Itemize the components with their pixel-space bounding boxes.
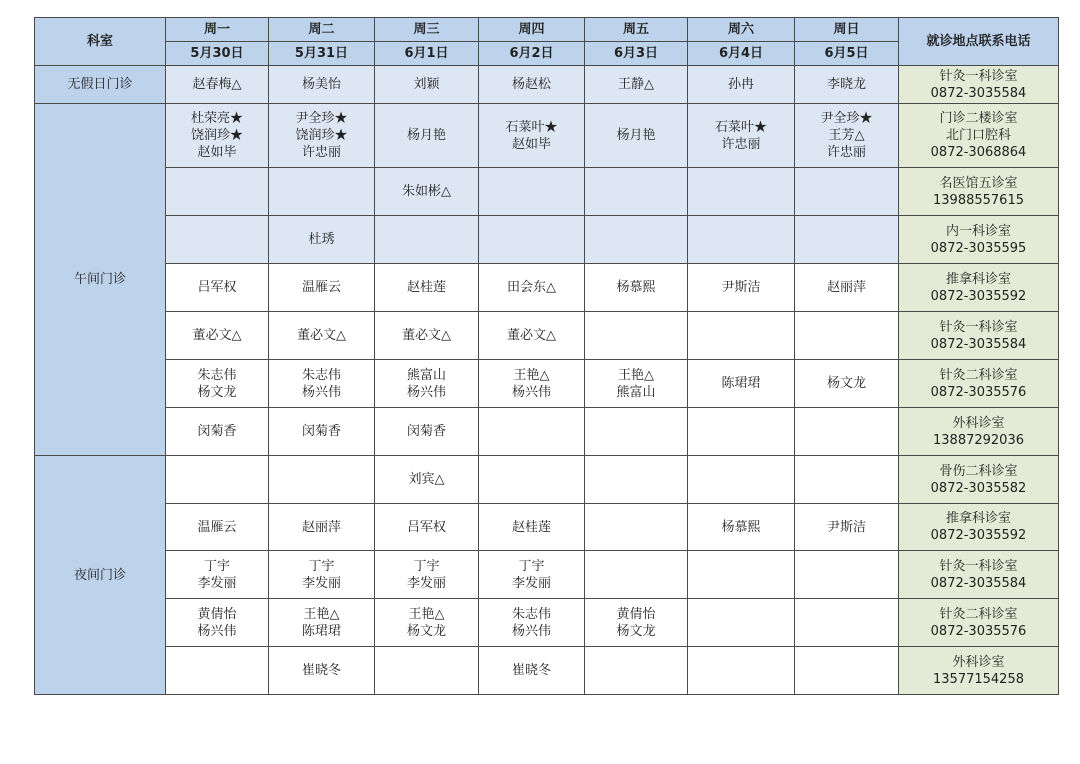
schedule-row	[35, 504, 1059, 551]
date-header: 6月3日	[585, 42, 688, 66]
doctor-name: 崔晓冬	[511, 663, 551, 678]
doctor-cell	[688, 504, 795, 551]
schedule-row	[35, 360, 1059, 408]
doctor-cell	[688, 408, 795, 456]
phone-number: 13577154258	[933, 671, 1024, 687]
schedule-row	[35, 104, 1059, 168]
doctor-name: 石菜叶★	[714, 119, 767, 135]
schedule-table	[34, 17, 1059, 695]
doctor-name: 朱如彬△	[402, 184, 451, 199]
doctor-name: 朱志伟	[511, 606, 551, 622]
doctor-cell	[479, 104, 585, 168]
doctor-cell	[688, 312, 795, 360]
doctor-name: 尹全珍★	[295, 111, 348, 126]
doctor-name: 杨文龙	[826, 376, 866, 391]
doctor-cell	[269, 168, 375, 216]
doctor-cell	[479, 66, 585, 104]
doctor-name: 吕军权	[197, 280, 237, 295]
doctor-cell	[795, 66, 899, 104]
clinic-location: 名医馆五诊室	[939, 175, 1018, 191]
doctor-name: 杨慕熙	[721, 519, 761, 535]
phone-number: 0872-3035595	[930, 240, 1027, 256]
doctor-name: 杜荣亮★	[190, 111, 243, 126]
doctor-name: 王艳△	[408, 606, 445, 622]
location-cell	[899, 456, 1059, 504]
doctor-name: 熊富山	[616, 384, 656, 400]
doctor-name: 刘颖	[413, 77, 440, 92]
clinic-location: 门诊二楼诊室	[939, 111, 1018, 126]
doctor-name: 朱志伟	[197, 367, 237, 383]
schedule-row	[35, 66, 1059, 104]
doctor-cell	[585, 264, 688, 312]
doctor-cell	[688, 599, 795, 647]
dept-name: 夜间门诊	[35, 456, 166, 695]
doctor-cell	[688, 360, 795, 408]
doctor-cell	[166, 312, 269, 360]
doctor-cell	[269, 456, 375, 504]
doctor-cell	[795, 551, 899, 599]
date-header: 5月30日	[166, 42, 269, 66]
clinic-location: 针灸一科诊室	[939, 319, 1018, 335]
doctor-name: 尹全珍★	[820, 111, 873, 126]
doctor-cell	[375, 456, 479, 504]
weekday-header-row	[35, 18, 1059, 42]
doctor-name: 董必文△	[402, 328, 451, 343]
doctor-name: 董必文△	[192, 328, 242, 343]
doctor-name: 丁宇	[308, 558, 335, 574]
location-cell	[899, 647, 1059, 695]
doctor-name: 赵丽萍	[826, 280, 866, 295]
doctor-name: 刘宾△	[408, 472, 445, 487]
phone-number: 13988557615	[933, 192, 1024, 208]
doctor-name: 赵桂莲	[511, 519, 551, 535]
dept-name: 无假日门诊	[35, 66, 166, 104]
doctor-cell	[585, 599, 688, 647]
doctor-cell	[269, 408, 375, 456]
doctor-cell	[795, 647, 899, 695]
doctor-name: 丁宇	[203, 558, 230, 574]
clinic-location: 推拿科诊室	[945, 271, 1011, 287]
doctor-name: 赵桂莲	[406, 280, 446, 295]
doctor-cell	[166, 168, 269, 216]
doctor-cell	[479, 264, 585, 312]
phone-number: 0872-3068864	[930, 145, 1027, 160]
schedule-body	[35, 66, 1059, 695]
doctor-cell	[269, 647, 375, 695]
doctor-name: 杨赵松	[511, 77, 551, 92]
doctor-name: 李发丽	[197, 575, 237, 591]
doctor-cell	[585, 360, 688, 408]
doctor-name: 杨文龙	[616, 623, 656, 639]
doctor-name: 温雁云	[197, 519, 237, 535]
doctor-cell	[795, 312, 899, 360]
doctor-cell	[479, 312, 585, 360]
doctor-cell	[585, 408, 688, 456]
doctor-cell	[479, 456, 585, 504]
doctor-cell	[269, 66, 375, 104]
location-cell	[899, 264, 1059, 312]
doctor-cell	[479, 408, 585, 456]
doctor-name: 李发丽	[406, 575, 446, 591]
doctor-cell	[269, 551, 375, 599]
doctor-name: 饶润珍★	[295, 128, 348, 143]
location-cell	[899, 312, 1059, 360]
doctor-cell	[269, 216, 375, 264]
doctor-name: 崔晓冬	[301, 663, 341, 678]
doctor-name: 赵丽萍	[301, 519, 341, 535]
doctor-cell	[375, 360, 479, 408]
clinic-location: 针灸一科诊室	[939, 68, 1018, 84]
doctor-cell	[795, 599, 899, 647]
location-cell	[899, 360, 1059, 408]
doctor-name: 杨文龙	[406, 623, 446, 639]
doctor-cell	[795, 360, 899, 408]
doctor-cell	[795, 456, 899, 504]
doctor-name: 闵菊香	[197, 424, 237, 439]
doctor-cell	[795, 408, 899, 456]
doctor-name: 黄倩怡	[616, 606, 656, 622]
doctor-name: 赵如毕	[511, 136, 551, 152]
doctor-name: 王艳△	[303, 606, 340, 622]
clinic-location: 北门口腔科	[945, 128, 1011, 143]
doctor-name: 董必文△	[507, 328, 556, 343]
clinic-location: 针灸二科诊室	[939, 367, 1018, 383]
schedule-row	[35, 551, 1059, 599]
weekday-header: 周三	[375, 18, 479, 42]
doctor-cell	[269, 599, 375, 647]
doctor-cell	[375, 551, 479, 599]
location-cell	[899, 104, 1059, 168]
doctor-cell	[585, 66, 688, 104]
location-cell	[899, 66, 1059, 104]
doctor-cell	[585, 312, 688, 360]
doctor-cell	[688, 456, 795, 504]
doctor-cell	[269, 312, 375, 360]
doctor-cell	[688, 551, 795, 599]
doctor-name: 许忠丽	[301, 145, 341, 160]
doctor-name: 吕军权	[406, 519, 446, 535]
doctor-cell	[479, 647, 585, 695]
doctor-name: 王艳△	[618, 367, 654, 383]
doctor-cell	[166, 360, 269, 408]
doctor-name: 杨月艳	[616, 128, 656, 143]
phone-number: 0872-3035584	[930, 85, 1027, 101]
doctor-name: 尹斯洁	[826, 519, 866, 535]
doctor-name: 赵如毕	[197, 145, 237, 160]
date-header: 5月31日	[269, 42, 375, 66]
doctor-name: 许忠丽	[721, 136, 761, 152]
weekday-header: 周二	[269, 18, 375, 42]
doctor-cell	[479, 504, 585, 551]
doctor-cell	[166, 264, 269, 312]
doctor-cell	[166, 66, 269, 104]
doctor-cell	[795, 216, 899, 264]
doctor-cell	[795, 264, 899, 312]
doctor-name: 朱志伟	[301, 367, 341, 383]
doctor-cell	[585, 168, 688, 216]
phone-number: 0872-3035576	[930, 384, 1027, 400]
doctor-name: 杨月艳	[406, 128, 446, 143]
doctor-cell	[479, 599, 585, 647]
doctor-cell	[375, 216, 479, 264]
doctor-name: 李晓龙	[826, 77, 866, 92]
doctor-name: 李发丽	[511, 575, 551, 591]
doctor-name: 董必文△	[297, 328, 346, 343]
doctor-name: 杨慕熙	[616, 280, 656, 295]
doctor-cell	[585, 104, 688, 168]
phone-number: 0872-3035582	[930, 480, 1027, 496]
clinic-location: 内一科诊室	[945, 223, 1011, 239]
phone-number: 0872-3035592	[930, 528, 1027, 543]
doctor-cell	[269, 360, 375, 408]
clinic-location: 推拿科诊室	[945, 511, 1011, 526]
doctor-name: 李发丽	[301, 575, 341, 591]
weekday-header: 周日	[795, 18, 899, 42]
doctor-cell	[375, 264, 479, 312]
doctor-name: 许忠丽	[826, 145, 866, 160]
doctor-cell	[585, 504, 688, 551]
doctor-cell	[166, 216, 269, 264]
doctor-name: 杜琇	[308, 232, 335, 247]
doctor-name: 丁宇	[518, 558, 545, 574]
doctor-name: 王芳△	[828, 128, 865, 143]
doctor-cell	[166, 104, 269, 168]
doctor-name: 饶润珍★	[190, 128, 243, 143]
schedule-row	[35, 647, 1059, 695]
doctor-name: 杨兴伟	[406, 384, 446, 400]
doctor-cell	[585, 456, 688, 504]
doctor-cell	[585, 216, 688, 264]
doctor-name: 杨兴伟	[511, 623, 551, 639]
doctor-name: 石菜叶★	[505, 119, 558, 135]
doctor-cell	[688, 168, 795, 216]
doctor-name: 熊富山	[406, 367, 446, 383]
doctor-name: 闵菊香	[301, 424, 341, 439]
doctor-cell	[375, 168, 479, 216]
date-header: 6月5日	[795, 42, 899, 66]
doctor-cell	[166, 599, 269, 647]
doctor-name: 丁宇	[413, 558, 440, 574]
clinic-location: 针灸一科诊室	[939, 558, 1018, 574]
doctor-cell	[795, 104, 899, 168]
doctor-cell	[166, 456, 269, 504]
weekday-header: 周六	[688, 18, 795, 42]
doctor-cell	[688, 216, 795, 264]
clinic-location: 针灸二科诊室	[939, 606, 1018, 622]
doctor-cell	[166, 504, 269, 551]
doctor-cell	[479, 360, 585, 408]
doctor-name: 尹斯洁	[721, 280, 761, 295]
doctor-cell	[479, 168, 585, 216]
location-cell	[899, 216, 1059, 264]
doctor-name: 闵菊香	[406, 424, 446, 439]
doctor-cell	[688, 66, 795, 104]
weekday-header: 周一	[166, 18, 269, 42]
doctor-cell	[375, 647, 479, 695]
clinic-location: 外科诊室	[952, 415, 1005, 431]
doctor-cell	[269, 504, 375, 551]
dept-header: 科室	[35, 18, 166, 66]
clinic-location: 骨伤二科诊室	[939, 463, 1018, 479]
doctor-cell	[375, 66, 479, 104]
doctor-cell	[166, 551, 269, 599]
schedule-row	[35, 408, 1059, 456]
phone-number: 0872-3035584	[930, 336, 1027, 352]
doctor-cell	[479, 551, 585, 599]
doctor-cell	[688, 647, 795, 695]
dept-name: 午间门诊	[35, 104, 166, 456]
phone-number: 0872-3035584	[930, 575, 1027, 591]
doctor-name: 杨文龙	[197, 384, 237, 400]
doctor-name: 田会东△	[507, 280, 556, 295]
doctor-name: 陈珺珺	[721, 376, 761, 391]
schedule-row	[35, 599, 1059, 647]
schedule-row	[35, 264, 1059, 312]
phone-number: 13887292036	[933, 432, 1024, 448]
doctor-cell	[375, 599, 479, 647]
doctor-name: 黄倩怡	[197, 606, 237, 622]
doctor-name: 孙冉	[727, 77, 754, 92]
doctor-cell	[269, 104, 375, 168]
weekday-header: 周五	[585, 18, 688, 42]
doctor-name: 赵春梅△	[192, 77, 242, 92]
doctor-cell	[479, 216, 585, 264]
doctor-cell	[795, 168, 899, 216]
location-cell	[899, 408, 1059, 456]
doctor-cell	[585, 551, 688, 599]
doctor-cell	[166, 647, 269, 695]
doctor-cell	[688, 104, 795, 168]
doctor-name: 杨兴伟	[301, 384, 341, 400]
doctor-cell	[375, 312, 479, 360]
doctor-name: 陈珺珺	[301, 623, 341, 639]
location-cell	[899, 168, 1059, 216]
doctor-name: 温雁云	[301, 280, 341, 295]
schedule-row	[35, 168, 1059, 216]
doctor-name: 杨兴伟	[197, 623, 237, 639]
location-cell	[899, 551, 1059, 599]
date-header: 6月4日	[688, 42, 795, 66]
weekday-header: 周四	[479, 18, 585, 42]
location-cell	[899, 599, 1059, 647]
doctor-cell	[375, 408, 479, 456]
doctor-cell	[166, 408, 269, 456]
doctor-cell	[688, 264, 795, 312]
location-cell	[899, 504, 1059, 551]
doctor-name: 杨美怡	[301, 77, 341, 92]
phone-number: 0872-3035576	[930, 623, 1027, 639]
doctor-cell	[269, 264, 375, 312]
schedule-row	[35, 216, 1059, 264]
doctor-name: 王艳△	[513, 367, 550, 383]
clinic-location: 外科诊室	[952, 654, 1005, 670]
location-header: 就诊地点联系电话	[899, 18, 1059, 66]
phone-number: 0872-3035592	[930, 288, 1027, 304]
schedule-row	[35, 456, 1059, 504]
schedule-row	[35, 312, 1059, 360]
doctor-cell	[375, 104, 479, 168]
doctor-cell	[375, 504, 479, 551]
date-header: 6月2日	[479, 42, 585, 66]
doctor-cell	[585, 647, 688, 695]
doctor-cell	[795, 504, 899, 551]
doctor-name: 杨兴伟	[511, 384, 551, 400]
date-header: 6月1日	[375, 42, 479, 66]
doctor-name: 王静△	[618, 77, 654, 92]
